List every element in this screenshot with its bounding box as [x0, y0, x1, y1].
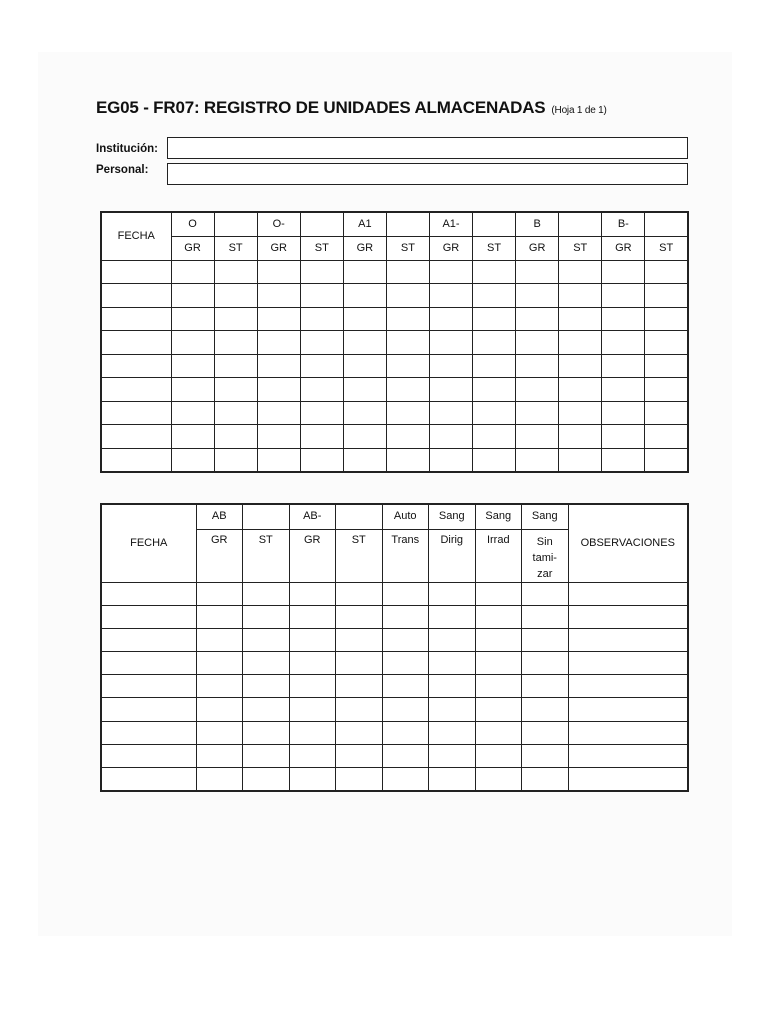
entry-cell[interactable] — [475, 582, 522, 605]
entry-cell[interactable] — [243, 582, 290, 605]
form-title — [96, 98, 607, 118]
entry-cell[interactable] — [171, 260, 214, 284]
personal-label: Personal: — [96, 164, 149, 176]
entry-cell[interactable] — [602, 448, 645, 472]
sub-header-gr: GR — [289, 529, 336, 582]
sub-header-gr: GR — [429, 236, 472, 260]
entry-cell[interactable] — [475, 744, 522, 767]
table1-data-row — [101, 260, 688, 284]
entry-cell[interactable] — [382, 675, 429, 698]
fecha-cell[interactable] — [101, 744, 196, 767]
sang-sin-header-top: Sang — [522, 504, 569, 529]
sub-header-st: ST — [645, 236, 688, 260]
fecha-header: FECHA — [101, 504, 196, 582]
entry-cell[interactable] — [289, 744, 336, 767]
sub-header-gr: GR — [257, 236, 300, 260]
entry-cell[interactable] — [289, 605, 336, 628]
entry-cell[interactable] — [171, 284, 214, 308]
table2-data-row — [101, 582, 688, 605]
entry-cell[interactable] — [568, 652, 688, 675]
entry-cell[interactable] — [522, 768, 569, 791]
entry-cell[interactable] — [196, 628, 243, 651]
entry-cell[interactable] — [343, 284, 386, 308]
entry-cell[interactable] — [559, 307, 602, 331]
group-header-b: B — [516, 212, 559, 236]
entry-cell[interactable] — [343, 425, 386, 449]
sang-zar-line: zar — [537, 567, 553, 580]
entry-cell[interactable] — [475, 675, 522, 698]
entry-cell[interactable] — [343, 354, 386, 378]
entry-cell[interactable] — [214, 307, 257, 331]
fecha-cell[interactable] — [101, 675, 196, 698]
entry-cell[interactable] — [516, 284, 559, 308]
entry-cell[interactable] — [602, 425, 645, 449]
entry-cell[interactable] — [645, 425, 688, 449]
entry-cell[interactable] — [429, 354, 472, 378]
group-header-ab-neg: AB- — [289, 504, 336, 529]
entry-cell[interactable] — [568, 721, 688, 744]
entry-cell[interactable] — [196, 768, 243, 791]
entry-cell[interactable] — [171, 401, 214, 425]
entry-cell[interactable] — [475, 652, 522, 675]
entry-cell[interactable] — [559, 401, 602, 425]
entry-cell[interactable] — [516, 260, 559, 284]
entry-cell[interactable] — [522, 744, 569, 767]
entry-cell[interactable] — [475, 628, 522, 651]
auto-header-top: Auto — [382, 504, 429, 529]
entry-cell[interactable] — [568, 768, 688, 791]
fecha-cell[interactable] — [101, 284, 171, 308]
units-table-2 — [100, 503, 689, 792]
table2-data-row — [101, 744, 688, 767]
fecha-cell[interactable] — [101, 605, 196, 628]
fecha-cell[interactable] — [101, 331, 171, 355]
entry-cell[interactable] — [386, 331, 429, 355]
entry-cell[interactable] — [429, 260, 472, 284]
sub-header-st: ST — [243, 529, 290, 582]
entry-cell[interactable] — [386, 448, 429, 472]
fecha-cell[interactable] — [101, 628, 196, 651]
entry-cell[interactable] — [386, 307, 429, 331]
entry-cell[interactable] — [171, 331, 214, 355]
table2-data-row — [101, 721, 688, 744]
entry-cell[interactable] — [559, 354, 602, 378]
entry-cell[interactable] — [645, 448, 688, 472]
table2-data-row — [101, 675, 688, 698]
entry-cell[interactable] — [300, 354, 343, 378]
entry-cell[interactable] — [475, 721, 522, 744]
entry-cell[interactable] — [522, 675, 569, 698]
entry-cell[interactable] — [386, 260, 429, 284]
entry-cell[interactable] — [473, 307, 516, 331]
table2-data-row — [101, 605, 688, 628]
fecha-cell[interactable] — [101, 307, 171, 331]
entry-cell[interactable] — [257, 378, 300, 402]
entry-cell[interactable] — [522, 605, 569, 628]
table2-data-row — [101, 628, 688, 651]
entry-cell[interactable] — [559, 284, 602, 308]
entry-cell[interactable] — [602, 307, 645, 331]
entry-cell[interactable] — [300, 260, 343, 284]
group-header-ab: AB — [196, 504, 243, 529]
fecha-cell[interactable] — [101, 354, 171, 378]
entry-cell[interactable] — [214, 425, 257, 449]
entry-cell[interactable] — [382, 744, 429, 767]
entry-cell[interactable] — [171, 354, 214, 378]
entry-cell[interactable] — [568, 582, 688, 605]
entry-cell[interactable] — [386, 425, 429, 449]
entry-cell[interactable] — [473, 284, 516, 308]
entry-cell[interactable] — [602, 331, 645, 355]
table2-data-row — [101, 652, 688, 675]
table1-data-row — [101, 448, 688, 472]
entry-cell[interactable] — [429, 331, 472, 355]
entry-cell[interactable] — [475, 605, 522, 628]
entry-cell[interactable] — [257, 307, 300, 331]
entry-cell[interactable] — [300, 307, 343, 331]
fecha-cell[interactable] — [101, 378, 171, 402]
entry-cell[interactable] — [300, 425, 343, 449]
entry-cell[interactable] — [473, 331, 516, 355]
fecha-cell[interactable] — [101, 448, 171, 472]
entry-cell[interactable] — [196, 675, 243, 698]
sang-sin-line: Sin — [536, 535, 553, 548]
sub-header-st: ST — [214, 236, 257, 260]
personal-field[interactable] — [167, 163, 688, 185]
entry-cell[interactable] — [645, 260, 688, 284]
entry-cell[interactable] — [257, 260, 300, 284]
fecha-cell[interactable] — [101, 652, 196, 675]
entry-cell[interactable] — [382, 768, 429, 791]
entry-cell[interactable] — [645, 401, 688, 425]
entry-cell[interactable] — [196, 652, 243, 675]
entry-cell[interactable] — [568, 628, 688, 651]
entry-cell[interactable] — [214, 401, 257, 425]
entry-cell[interactable] — [602, 378, 645, 402]
entry-cell[interactable] — [243, 768, 290, 791]
entry-cell[interactable] — [429, 675, 476, 698]
fecha-cell[interactable] — [101, 401, 171, 425]
entry-cell[interactable] — [289, 768, 336, 791]
entry-cell[interactable] — [243, 744, 290, 767]
entry-cell[interactable] — [645, 354, 688, 378]
entry-cell[interactable] — [602, 354, 645, 378]
entry-cell[interactable] — [559, 260, 602, 284]
entry-cell[interactable] — [429, 768, 476, 791]
entry-cell[interactable] — [300, 448, 343, 472]
entry-cell[interactable] — [602, 284, 645, 308]
entry-cell[interactable] — [196, 605, 243, 628]
entry-cell[interactable] — [522, 698, 569, 721]
entry-cell[interactable] — [243, 721, 290, 744]
entry-cell[interactable] — [343, 331, 386, 355]
entry-cell[interactable] — [475, 768, 522, 791]
table1-data-row — [101, 284, 688, 308]
entry-cell[interactable] — [386, 401, 429, 425]
entry-cell[interactable] — [429, 721, 476, 744]
entry-cell[interactable] — [473, 425, 516, 449]
entry-cell[interactable] — [382, 605, 429, 628]
sang-irrad-header-bottom: Irrad — [475, 529, 522, 582]
entry-cell[interactable] — [473, 378, 516, 402]
entry-cell[interactable] — [473, 401, 516, 425]
entry-cell[interactable] — [429, 605, 476, 628]
entry-cell[interactable] — [196, 582, 243, 605]
fecha-cell[interactable] — [101, 698, 196, 721]
entry-cell[interactable] — [171, 448, 214, 472]
entry-cell[interactable] — [429, 448, 472, 472]
fecha-header: FECHA — [101, 212, 171, 260]
entry-cell[interactable] — [568, 698, 688, 721]
entry-cell[interactable] — [343, 448, 386, 472]
table2-data-row — [101, 768, 688, 791]
entry-cell[interactable] — [343, 260, 386, 284]
entry-cell[interactable] — [602, 260, 645, 284]
entry-cell[interactable] — [522, 652, 569, 675]
entry-cell[interactable] — [429, 582, 476, 605]
sub-header-gr: GR — [516, 236, 559, 260]
entry-cell[interactable] — [522, 721, 569, 744]
fecha-cell[interactable] — [101, 260, 171, 284]
entry-cell[interactable] — [336, 652, 383, 675]
entry-cell[interactable] — [289, 582, 336, 605]
entry-cell[interactable] — [516, 331, 559, 355]
entry-cell[interactable] — [516, 401, 559, 425]
auto-header-bottom: Trans — [382, 529, 429, 582]
entry-cell[interactable] — [243, 698, 290, 721]
entry-cell[interactable] — [429, 744, 476, 767]
entry-cell[interactable] — [196, 744, 243, 767]
entry-cell[interactable] — [300, 378, 343, 402]
entry-cell[interactable] — [522, 628, 569, 651]
fecha-cell[interactable] — [101, 582, 196, 605]
entry-cell[interactable] — [429, 425, 472, 449]
fecha-cell[interactable] — [101, 425, 171, 449]
group-header-o: O — [171, 212, 214, 236]
entry-cell[interactable] — [336, 744, 383, 767]
entry-cell[interactable] — [473, 354, 516, 378]
entry-cell[interactable] — [196, 698, 243, 721]
sub-header-st: ST — [386, 236, 429, 260]
entry-cell[interactable] — [522, 582, 569, 605]
entry-cell[interactable] — [257, 448, 300, 472]
sub-header-gr: GR — [171, 236, 214, 260]
group-header-b-neg: B- — [602, 212, 645, 236]
entry-cell[interactable] — [559, 378, 602, 402]
entry-cell[interactable] — [343, 401, 386, 425]
entry-cell[interactable] — [257, 354, 300, 378]
entry-cell[interactable] — [429, 401, 472, 425]
entry-cell[interactable] — [645, 307, 688, 331]
entry-cell[interactable] — [243, 628, 290, 651]
fecha-cell[interactable] — [101, 721, 196, 744]
group-header-o-neg: O- — [257, 212, 300, 236]
entry-cell[interactable] — [602, 401, 645, 425]
group-header-a1: A1 — [343, 212, 386, 236]
units-table-1 — [100, 211, 689, 473]
entry-cell[interactable] — [516, 307, 559, 331]
entry-cell[interactable] — [214, 378, 257, 402]
entry-cell[interactable] — [386, 378, 429, 402]
entry-cell[interactable] — [559, 331, 602, 355]
entry-cell[interactable] — [171, 425, 214, 449]
sub-header-gr: GR — [602, 236, 645, 260]
entry-cell[interactable] — [429, 652, 476, 675]
entry-cell[interactable] — [171, 307, 214, 331]
entry-cell[interactable] — [289, 628, 336, 651]
entry-cell[interactable] — [336, 582, 383, 605]
entry-cell[interactable] — [429, 307, 472, 331]
sang-dirig-header-top: Sang — [429, 504, 476, 529]
entry-cell[interactable] — [171, 378, 214, 402]
entry-cell[interactable] — [257, 284, 300, 308]
entry-cell[interactable] — [214, 284, 257, 308]
sub-header-st: ST — [473, 236, 516, 260]
entry-cell[interactable] — [429, 378, 472, 402]
entry-cell[interactable] — [336, 605, 383, 628]
entry-cell[interactable] — [382, 652, 429, 675]
entry-cell[interactable] — [214, 354, 257, 378]
table2-data-row — [101, 698, 688, 721]
entry-cell[interactable] — [343, 307, 386, 331]
entry-cell[interactable] — [243, 652, 290, 675]
entry-cell[interactable] — [382, 721, 429, 744]
entry-cell[interactable] — [336, 628, 383, 651]
table1-data-row — [101, 425, 688, 449]
entry-cell[interactable] — [257, 425, 300, 449]
sheet-note: (Hoja 1 de 1) — [551, 105, 607, 116]
table1-data-row — [101, 401, 688, 425]
entry-cell[interactable] — [382, 582, 429, 605]
sub-header-st: ST — [559, 236, 602, 260]
entry-cell[interactable] — [214, 331, 257, 355]
entry-cell[interactable] — [645, 378, 688, 402]
group-header-a1-neg: A1- — [429, 212, 472, 236]
table1-data-row — [101, 331, 688, 355]
entry-cell[interactable] — [257, 331, 300, 355]
entry-cell[interactable] — [289, 698, 336, 721]
entry-cell[interactable] — [343, 378, 386, 402]
entry-cell[interactable] — [257, 401, 300, 425]
entry-cell[interactable] — [336, 698, 383, 721]
entry-cell[interactable] — [243, 605, 290, 628]
entry-cell[interactable] — [214, 448, 257, 472]
entry-cell[interactable] — [336, 675, 383, 698]
entry-cell[interactable] — [336, 721, 383, 744]
entry-cell[interactable] — [289, 721, 336, 744]
entry-cell[interactable] — [382, 628, 429, 651]
sub-header-gr: GR — [343, 236, 386, 260]
entry-cell[interactable] — [568, 744, 688, 767]
fecha-cell[interactable] — [101, 768, 196, 791]
entry-cell[interactable] — [289, 675, 336, 698]
entry-cell[interactable] — [645, 284, 688, 308]
entry-cell[interactable] — [429, 284, 472, 308]
table1-data-row — [101, 354, 688, 378]
entry-cell[interactable] — [516, 354, 559, 378]
entry-cell[interactable] — [289, 652, 336, 675]
entry-cell[interactable] — [473, 448, 516, 472]
entry-cell[interactable] — [475, 698, 522, 721]
sub-header-st: ST — [300, 236, 343, 260]
entry-cell[interactable] — [386, 284, 429, 308]
entry-cell[interactable] — [214, 260, 257, 284]
entry-cell[interactable] — [429, 698, 476, 721]
sub-header-st: ST — [336, 529, 383, 582]
entry-cell[interactable] — [196, 721, 243, 744]
observaciones-header: OBSERVACIONES — [568, 504, 688, 582]
sang-tami-line: tami- — [532, 551, 557, 564]
sub-header-gr: GR — [196, 529, 243, 582]
institucion-label: Institución: — [96, 143, 158, 155]
entry-cell[interactable] — [568, 675, 688, 698]
entry-cell[interactable] — [300, 284, 343, 308]
entry-cell[interactable] — [559, 425, 602, 449]
institucion-field[interactable] — [167, 137, 688, 159]
entry-cell[interactable] — [429, 628, 476, 651]
entry-cell[interactable] — [568, 605, 688, 628]
table1-data-row — [101, 378, 688, 402]
entry-cell[interactable] — [300, 331, 343, 355]
table1-data-row — [101, 307, 688, 331]
sang-dirig-header-bottom: Dirig — [429, 529, 476, 582]
entry-cell[interactable] — [516, 448, 559, 472]
entry-cell[interactable] — [559, 448, 602, 472]
sang-sin-header-bottom — [522, 529, 569, 582]
entry-cell[interactable] — [382, 698, 429, 721]
sang-irrad-header-top: Sang — [475, 504, 522, 529]
entry-cell[interactable] — [300, 401, 343, 425]
entry-cell[interactable] — [386, 354, 429, 378]
entry-cell[interactable] — [336, 768, 383, 791]
form-title-text: EG05 - FR07: REGISTRO DE UNIDADES ALMACENADAS — [96, 98, 546, 117]
entry-cell[interactable] — [645, 331, 688, 355]
entry-cell[interactable] — [516, 378, 559, 402]
entry-cell[interactable] — [473, 260, 516, 284]
entry-cell[interactable] — [516, 425, 559, 449]
entry-cell[interactable] — [243, 675, 290, 698]
